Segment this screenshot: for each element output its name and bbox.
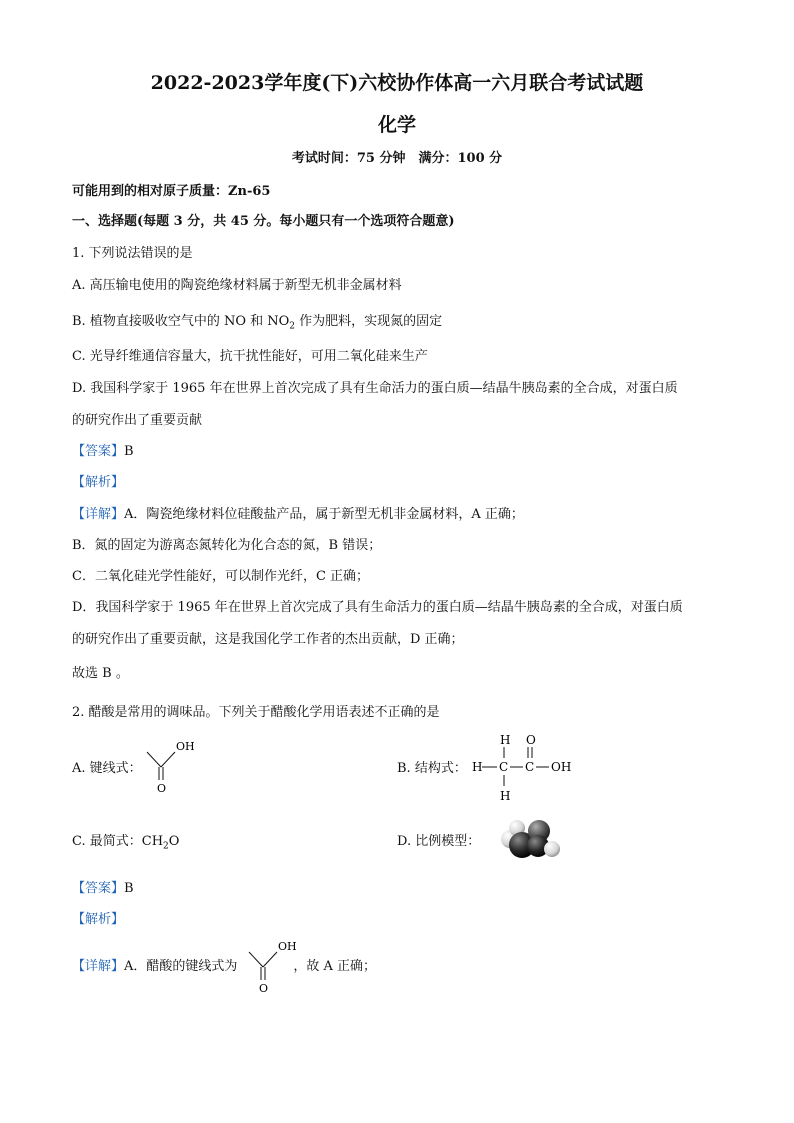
struct-c-2: C: [525, 760, 535, 774]
q2-option-c-pre: C. 最简式：CH: [72, 834, 164, 849]
explain-oh-label: OH: [278, 940, 297, 953]
q2-stem: 2. 醋酸是常用的调味品。下列关于醋酸化学用语表述不正确的是: [72, 705, 440, 720]
q1-answer-value: B: [124, 444, 134, 459]
q1-option-a: A. 高压输电使用的陶瓷绝缘材料属于新型无机非金属材料: [72, 278, 402, 293]
skeletal-o-label: O: [157, 782, 167, 795]
acetic-acid-skeletal-formula: [142, 735, 195, 797]
atomic-mass-line: 可能用到的相对原子质量：Zn-65: [72, 184, 271, 199]
q1-option-b-pre: B. 植物直接吸收空气中的 NO 和 NO: [72, 314, 290, 329]
struct-h-left: H: [472, 760, 483, 774]
q1-option-b-post: 作为肥料，实现氮的固定: [295, 314, 443, 329]
explain-o-label: O: [259, 982, 269, 995]
q1-option-d-line2: 的研究作出了重要贡献: [72, 413, 203, 428]
q1-detail-tag: 【详解】: [72, 507, 125, 522]
q1-option-d-line1: D. 我国科学家于 1965 年在世界上首次完成了具有生命活力的蛋白质—结晶牛胰岛素的全合成，对蛋白质: [72, 381, 678, 396]
acetic-acid-space-filling-model: [496, 815, 566, 863]
q2-option-c-sub: 2: [163, 841, 169, 852]
q1-answer-tag: 【答案】: [72, 444, 125, 459]
q2-option-d: D. 比例模型：: [397, 834, 481, 849]
q1-explain-a-text: A．陶瓷绝缘材料位硅酸盐产品，属于新型无机非金属材料，A 正确；: [124, 507, 524, 522]
q2-explain-a-post: ，故 A 正确；: [293, 959, 377, 974]
q1-option-c: C. 光导纤维通信容量大，抗干扰性能好，可用二氧化硅来生产: [72, 349, 428, 364]
q2-answer: [72, 880, 134, 898]
q2-explain-a-pre: A．醋酸的键线式为: [124, 959, 238, 974]
q1-conclusion: 故选 B 。: [72, 666, 129, 681]
struct-h-top: H: [500, 733, 511, 747]
section-heading: 一、选择题(每题 3 分，共 45 分。每小题只有一个选项符合题意): [72, 214, 455, 229]
q1-answer: [72, 443, 134, 461]
q2-explain-a: [72, 958, 376, 976]
acetic-acid-skeletal-formula-explain: [244, 935, 297, 995]
q1-option-b-sub: 2: [289, 321, 296, 332]
q1-explain-b: B．氮的固定为游离态氮转化为化合态的氮，B 错误；: [72, 538, 382, 553]
q1-option-b: [72, 313, 442, 336]
struct-oh: OH: [551, 760, 572, 774]
skeletal-oh-label: OH: [176, 740, 195, 753]
struct-c-1: C: [499, 760, 509, 774]
q1-analysis-tag: 【解析】: [72, 475, 125, 490]
q2-analysis-tag: 【解析】: [72, 912, 125, 927]
q2-answer-value: B: [124, 881, 134, 896]
q2-option-a: A. 键线式：: [72, 761, 142, 776]
acetic-acid-structural-formula: [470, 730, 580, 804]
q1-explain-c: C．二氧化硅光学性能好，可以制作光纤，C 正确；: [72, 569, 370, 584]
q2-option-c: [72, 833, 179, 856]
q2-option-b: B. 结构式：: [397, 761, 467, 776]
q2-answer-tag: 【答案】: [72, 881, 125, 896]
exam-info: 考试时间：75 分钟 满分：100 分: [291, 151, 503, 166]
q1-stem: 1. 下列说法错误的是: [72, 246, 193, 261]
q2-option-c-post: O: [168, 834, 180, 849]
struct-o-top: O: [526, 733, 536, 747]
struct-h-bottom: H: [500, 789, 511, 803]
q1-explain-d-line2: 的研究作出了重要贡献，这是我国化学工作者的杰出贡献，D 正确；: [72, 632, 464, 647]
exam-title: 2022-2023学年度(下)六校协作体高一六月联合考试试题: [150, 72, 644, 94]
subject-title: 化学: [377, 114, 416, 136]
q1-explain-d-line1: D．我国科学家于 1965 年在世界上首次完成了具有生命活力的蛋白质—结晶牛胰岛素的全合成，对蛋白质: [72, 600, 683, 615]
q2-detail-tag: 【详解】: [72, 959, 125, 974]
q1-explain-a: [72, 506, 524, 524]
